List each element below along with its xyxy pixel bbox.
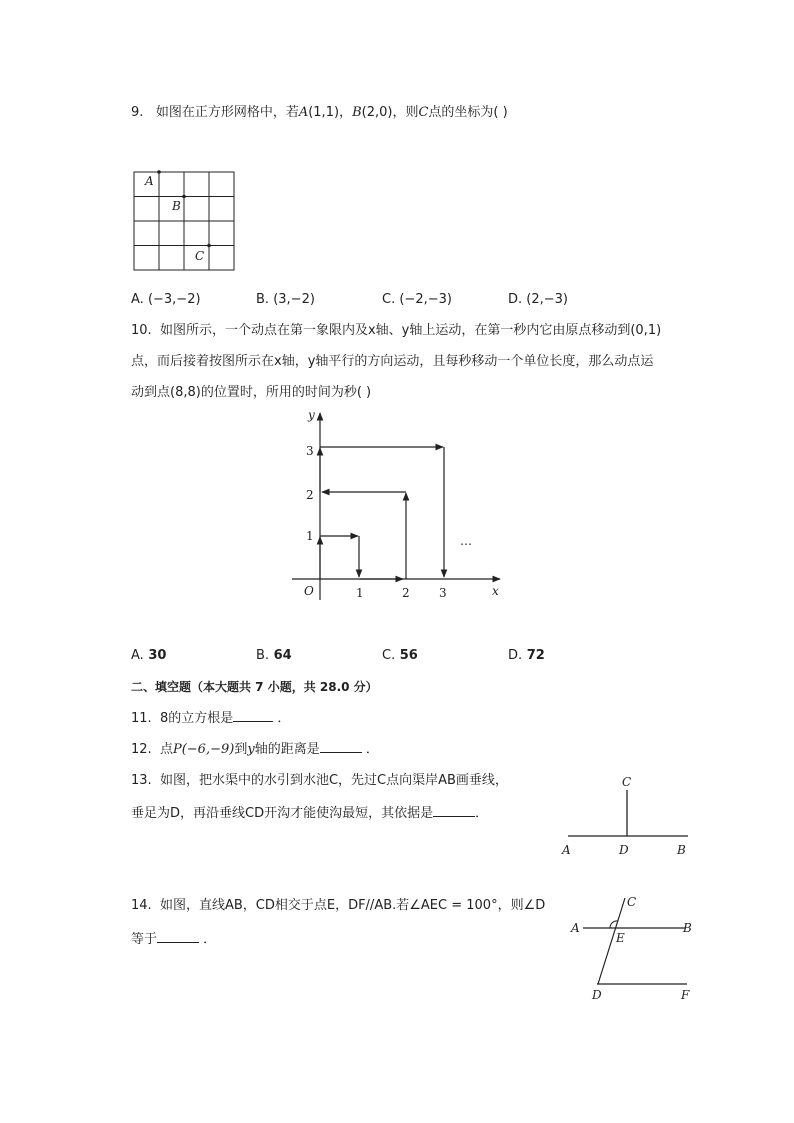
q10-origin-label: O (304, 584, 314, 598)
q13-answer-blank[interactable] (433, 804, 475, 817)
q9-option-c-value: (−2,−3) (399, 292, 452, 307)
q10-path (320, 447, 444, 579)
q9-option-b[interactable] (256, 291, 315, 309)
q9-sep: ， (339, 105, 353, 120)
q10-option-b-letter: B. (256, 648, 270, 663)
q14-line2-text: 等于 (131, 932, 158, 947)
q9-point-b (182, 195, 186, 199)
q9-c-label: C (418, 105, 429, 120)
q14-label-a: A (571, 921, 580, 935)
q10-option-c[interactable] (382, 647, 418, 665)
q9-stem (131, 104, 508, 122)
q9-a-coord: (1,1) (308, 105, 340, 120)
q10-option-b-value: 64 (273, 648, 292, 663)
q12-number: 12. (131, 742, 152, 757)
q14-figure (565, 892, 700, 1007)
q10-option-a[interactable] (131, 647, 166, 665)
q9-option-c-letter: C. (382, 292, 396, 307)
q9-number: 9. (131, 105, 144, 120)
q10-line1 (131, 322, 661, 340)
q11-text-b: ． (277, 711, 291, 726)
q14-label-f: F (681, 988, 690, 1002)
q14-label-b: B (683, 921, 692, 935)
q12-text-c: 轴的距离是 (254, 742, 320, 757)
q9-grid-label-c: C (195, 249, 205, 263)
q9-option-a[interactable] (131, 291, 201, 309)
q14-line2-end: ． (203, 932, 217, 947)
q10-option-d-value: 72 (526, 648, 545, 663)
section2-heading: 二、填空题（本大题共 7 小题，共 28.0 分） (131, 680, 378, 694)
q13-label-d: D (619, 843, 629, 857)
q10-x-tick-1: 1 (356, 586, 364, 600)
q10-x-tick-2: 2 (402, 586, 410, 600)
q9-text-b: ，则 (392, 105, 419, 120)
q9-b-label: B (352, 105, 362, 120)
q10-option-d[interactable] (508, 647, 545, 665)
q9-point-c (207, 244, 211, 248)
q12 (131, 740, 379, 759)
q13-label-c: C (622, 775, 632, 789)
q10-line3: 动到点(8,8)的位置时，所用的时间为秒( ) (131, 385, 372, 400)
q9-text-a: 如图在正方形网格中，若 (155, 105, 299, 120)
q10-ellipsis: … (460, 534, 472, 548)
q10-option-a-letter: A. (131, 648, 144, 663)
q10-option-d-letter: D. (508, 648, 523, 663)
q10-option-b[interactable] (256, 647, 292, 665)
q13-line1-text: 如图，把水渠中的水引到水池C，先过C点向渠岸AB画垂线， (159, 773, 508, 788)
q9-option-b-value: (3,−2) (273, 292, 315, 307)
q12-axis: y (247, 742, 255, 757)
q10-number: 10. (131, 323, 152, 338)
q9-option-c[interactable] (382, 291, 452, 309)
q9-grid-label-a: A (145, 174, 154, 188)
q12-text-d: ． (365, 742, 379, 757)
q14-line1 (131, 897, 545, 915)
q10-y-tick-2: 2 (306, 488, 314, 502)
q14-number: 14. (131, 898, 152, 913)
q9-option-d-value: (2,−3) (526, 292, 569, 307)
q10-option-a-value: 30 (148, 648, 167, 663)
q9-option-d-letter: D. (508, 292, 523, 307)
q14-line2 (131, 930, 216, 949)
q10-line1-text: 如图所示，一个动点在第一象限内及x轴、y轴上运动，在第一秒内它由原点移动到(0,1) (159, 323, 662, 338)
q13-label-a: A (562, 843, 571, 857)
q10-path-figure (290, 405, 510, 605)
q11-answer-blank[interactable] (233, 709, 273, 722)
q9-grid-label-b: B (172, 199, 181, 213)
q10-y-label: y (308, 408, 315, 422)
q13-line2-text: 垂足为D，再沿垂线CD开沟才能使沟最短，其依据是 (131, 806, 434, 821)
q11-number: 11. (131, 711, 152, 726)
q10-x-label: x (492, 584, 499, 598)
q13-line2 (131, 804, 488, 823)
q12-text-b: 到 (234, 742, 248, 757)
q11-text-a: 8的立方根是 (159, 711, 234, 726)
q14-answer-blank[interactable] (157, 930, 199, 943)
q13-label-b: B (677, 843, 686, 857)
q10-option-c-letter: C. (382, 648, 396, 663)
q9-point-a (157, 170, 161, 174)
q9-b-coord: (2,0) (361, 105, 393, 120)
q14-line1-text: 如图，直线AB，CD相交于点E，DF//AB.若∠AEC = 100°，则∠D (159, 898, 546, 913)
q14-label-d: D (592, 988, 602, 1002)
q9-text-c: 点的坐标为( ) (428, 105, 508, 120)
q9-option-a-letter: A. (131, 292, 144, 307)
q9-option-d[interactable] (508, 291, 568, 309)
q13-line2-end: ． (475, 806, 489, 821)
q10-y-tick-1: 1 (306, 529, 314, 543)
q10-option-c-value: 56 (399, 648, 418, 663)
q10-line2: 点，而后接着按图所示在x轴，y轴平行的方向运动，且每秒移动一个单位长度，那么动点运 (131, 354, 654, 369)
q12-point: P(−6,−9) (172, 742, 235, 757)
q12-text-a: 点 (159, 742, 173, 757)
q11 (131, 709, 290, 728)
q9-grid-figure (130, 168, 240, 278)
q13-figure (560, 772, 695, 862)
q13-number: 13. (131, 773, 152, 788)
q13-line1 (131, 772, 508, 790)
q9-option-b-letter: B. (256, 292, 270, 307)
q9-a-label: A (298, 105, 309, 120)
q12-answer-blank[interactable] (320, 740, 362, 753)
q14-label-e: E (616, 931, 625, 945)
q10-y-tick-3: 3 (306, 444, 314, 458)
q10-x-tick-3: 3 (439, 586, 447, 600)
q9-option-a-value: (−3,−2) (147, 292, 201, 307)
q14-label-c: C (627, 895, 637, 909)
